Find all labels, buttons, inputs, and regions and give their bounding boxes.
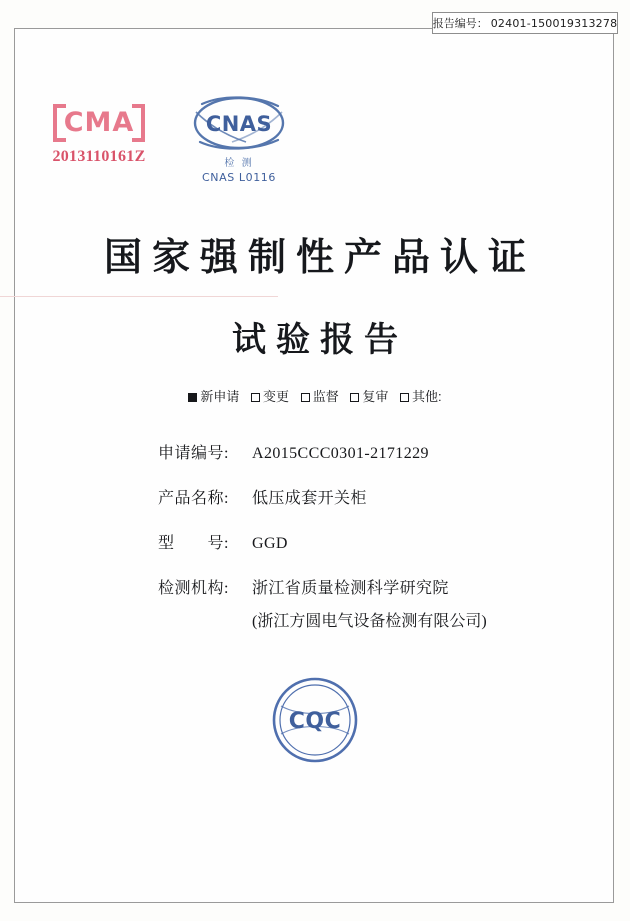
application-type-option[interactable] (350, 386, 388, 405)
field-product-name (0, 485, 630, 508)
cnas-subtitle: 检 测 (224, 158, 254, 169)
application-type-row (0, 386, 630, 405)
field-label: 申请编号: (158, 445, 229, 462)
application-type-option[interactable] (400, 386, 442, 405)
field-value: 低压成套开关柜 (252, 490, 367, 507)
report-number-box (432, 12, 618, 34)
field-testing-organization-secondary: (浙江方圆电气设备检测有限公司) (252, 613, 487, 630)
application-type-option[interactable] (301, 386, 339, 405)
report-number-label: 报告编号： (432, 17, 488, 30)
field-value: GGD (252, 535, 288, 552)
field-label: 检测机构: (158, 580, 229, 597)
field-testing-organization (0, 575, 630, 598)
document-title: 国家强制性产品认证 (103, 237, 536, 279)
checkbox-icon[interactable] (350, 393, 359, 402)
cnas-logo-icon (184, 92, 294, 154)
scan-artifact-line (0, 296, 278, 297)
field-label: 产品名称: (158, 490, 229, 507)
application-type-option[interactable] (251, 386, 289, 405)
document-subtitle: 试验报告 (232, 322, 408, 359)
application-type-label: 新申请 (200, 389, 240, 404)
cma-letters: CMA (63, 107, 135, 138)
cnas-accreditation-code: CNAS L0116 (201, 171, 277, 184)
application-type-option[interactable] (188, 386, 239, 405)
field-model (0, 530, 630, 553)
report-number-value: 02401-150019313278 (490, 16, 618, 30)
cma-logo-icon (53, 104, 145, 142)
cnas-mark (180, 92, 298, 184)
page-bottom-edge (0, 908, 630, 910)
application-type-label: 监督 (312, 389, 339, 404)
application-type-label: 其他: (411, 389, 442, 404)
field-value: 浙江省质量检测科学研究院 (252, 580, 449, 597)
cqc-seal (271, 676, 359, 764)
field-application-number (0, 440, 630, 463)
application-type-label: 变更 (263, 389, 290, 404)
cma-mark (44, 104, 154, 166)
application-type-label: 复审 (362, 389, 389, 404)
cma-certificate-number: 2013110161Z (52, 148, 146, 165)
field-value: A2015CCC0301-2171229 (252, 445, 429, 462)
svg-text:CQC: CQC (288, 709, 342, 734)
field-label: 型 号: (158, 535, 229, 552)
checkbox-icon[interactable] (251, 393, 260, 402)
field-list (0, 440, 630, 653)
checkbox-icon[interactable] (301, 393, 310, 402)
checkbox-icon[interactable] (188, 393, 197, 402)
svg-text:CNAS: CNAS (205, 112, 273, 136)
checkbox-icon[interactable] (400, 393, 409, 402)
